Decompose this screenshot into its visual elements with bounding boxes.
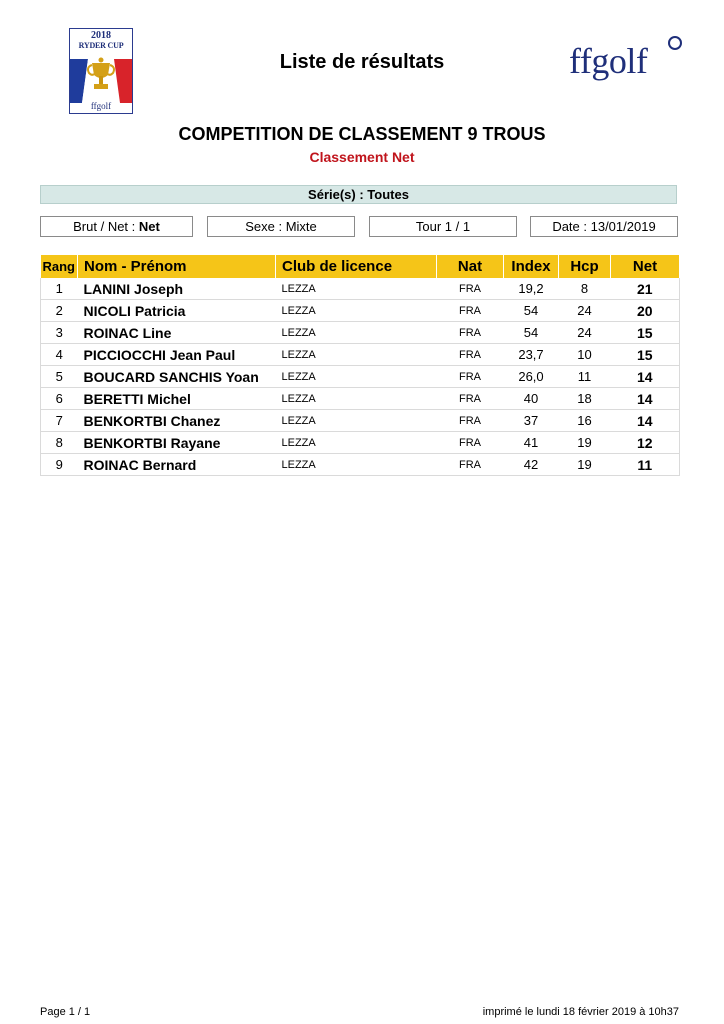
document-title: Liste de résultats — [279, 51, 445, 73]
cell-nat: FRA — [437, 344, 504, 366]
table-row — [41, 278, 680, 300]
col-header-index: Index — [504, 255, 559, 278]
cell-club: LEZZA — [276, 410, 437, 432]
col-header-rang: Rang — [41, 255, 78, 278]
cell-nat: FRA — [437, 300, 504, 322]
series-bar: Série(s) : Toutes — [40, 185, 677, 204]
table-row — [41, 410, 680, 432]
sexe-box — [207, 216, 355, 237]
cell-rang: 6 — [41, 388, 78, 410]
ffgolf-logo: ffgolf — [569, 41, 648, 81]
cell-nom: BERETTI Michel — [78, 388, 276, 410]
competition-subtitle: Classement Net — [309, 149, 415, 165]
cell-club: LEZZA — [276, 388, 437, 410]
cell-net: 14 — [611, 410, 680, 432]
logo-org: ffgolf — [90, 101, 112, 111]
competition-title: COMPETITION DE CLASSEMENT 9 TROUS — [178, 124, 546, 144]
cell-club: LEZZA — [276, 278, 437, 300]
table-row — [41, 388, 680, 410]
cell-club: LEZZA — [276, 454, 437, 476]
cell-index: 19,2 — [504, 278, 559, 300]
results-table — [40, 255, 680, 476]
cell-net: 11 — [611, 454, 680, 476]
date-box: Date : 13/01/2019 — [530, 216, 678, 237]
logo-event: RYDER CUP — [78, 41, 124, 50]
cell-index: 42 — [504, 454, 559, 476]
cell-hcp: 19 — [559, 432, 611, 454]
table-row — [41, 344, 680, 366]
cell-net: 14 — [611, 366, 680, 388]
cell-hcp: 11 — [559, 366, 611, 388]
print-timestamp: imprimé le lundi 18 février 2019 à 10h37 — [482, 1006, 679, 1018]
cell-rang: 5 — [41, 366, 78, 388]
col-header-nom: Nom - Prénom — [78, 255, 276, 278]
cell-hcp: 8 — [559, 278, 611, 300]
cell-index: 54 — [504, 322, 559, 344]
cell-rang: 2 — [41, 300, 78, 322]
cell-index: 40 — [504, 388, 559, 410]
cell-nom: ROINAC Line — [78, 322, 276, 344]
cell-net: 21 — [611, 278, 680, 300]
cell-rang: 7 — [41, 410, 78, 432]
cell-club: LEZZA — [276, 322, 437, 344]
brut-net-label: Brut / Net : — [73, 219, 136, 234]
col-header-net: Net — [611, 255, 680, 278]
cell-rang: 8 — [41, 432, 78, 454]
cell-net: 12 — [611, 432, 680, 454]
cell-nom: LANINI Joseph — [78, 278, 276, 300]
cell-club: LEZZA — [276, 344, 437, 366]
cell-net: 20 — [611, 300, 680, 322]
table-row — [41, 432, 680, 454]
cell-nat: FRA — [437, 432, 504, 454]
cell-nat: FRA — [437, 322, 504, 344]
brut-net-value: Net — [138, 219, 160, 234]
cell-rang: 1 — [41, 278, 78, 300]
table-row — [41, 454, 680, 476]
cell-nom: BOUCARD SANCHIS Yoan — [78, 366, 276, 388]
cell-hcp: 16 — [559, 410, 611, 432]
cell-index: 23,7 — [504, 344, 559, 366]
cell-index: 41 — [504, 432, 559, 454]
cell-nat: FRA — [437, 278, 504, 300]
golf-ball-icon — [668, 36, 682, 50]
cell-nom: BENKORTBI Rayane — [78, 432, 276, 454]
cell-nom: PICCIOCCHI Jean Paul — [78, 344, 276, 366]
cell-hcp: 24 — [559, 300, 611, 322]
cell-net: 15 — [611, 344, 680, 366]
cell-nom: ROINAC Bernard — [78, 454, 276, 476]
cell-net: 14 — [611, 388, 680, 410]
cell-nat: FRA — [437, 366, 504, 388]
cell-nat: FRA — [437, 410, 504, 432]
cell-net: 15 — [611, 322, 680, 344]
cell-hcp: 10 — [559, 344, 611, 366]
page-number: Page 1 / 1 — [40, 1006, 91, 1018]
col-header-hcp: Hcp — [559, 255, 611, 278]
cell-nat: FRA — [437, 454, 504, 476]
cell-rang: 3 — [41, 322, 78, 344]
sexe-value: Mixte — [285, 219, 317, 234]
table-row — [41, 366, 680, 388]
cell-rang: 4 — [41, 344, 78, 366]
cell-club: LEZZA — [276, 432, 437, 454]
cell-hcp: 19 — [559, 454, 611, 476]
cell-nom: NICOLI Patricia — [78, 300, 276, 322]
table-row — [41, 300, 680, 322]
cell-nat: FRA — [437, 388, 504, 410]
col-header-club: Club de licence — [276, 255, 437, 278]
cell-hcp: 24 — [559, 322, 611, 344]
tour-box: Tour 1 / 1 — [369, 216, 517, 237]
cell-index: 26,0 — [504, 366, 559, 388]
cell-nom: BENKORTBI Chanez — [78, 410, 276, 432]
cell-club: LEZZA — [276, 366, 437, 388]
brut-net-box — [40, 216, 193, 237]
cell-rang: 9 — [41, 454, 78, 476]
sexe-label: Sexe : — [245, 219, 283, 234]
table-row — [41, 322, 680, 344]
logo-year: 2018 — [91, 30, 111, 41]
cell-index: 54 — [504, 300, 559, 322]
cell-index: 37 — [504, 410, 559, 432]
cell-club: LEZZA — [276, 300, 437, 322]
table-header-row — [41, 255, 680, 278]
col-header-nat: Nat — [437, 255, 504, 278]
cell-hcp: 18 — [559, 388, 611, 410]
